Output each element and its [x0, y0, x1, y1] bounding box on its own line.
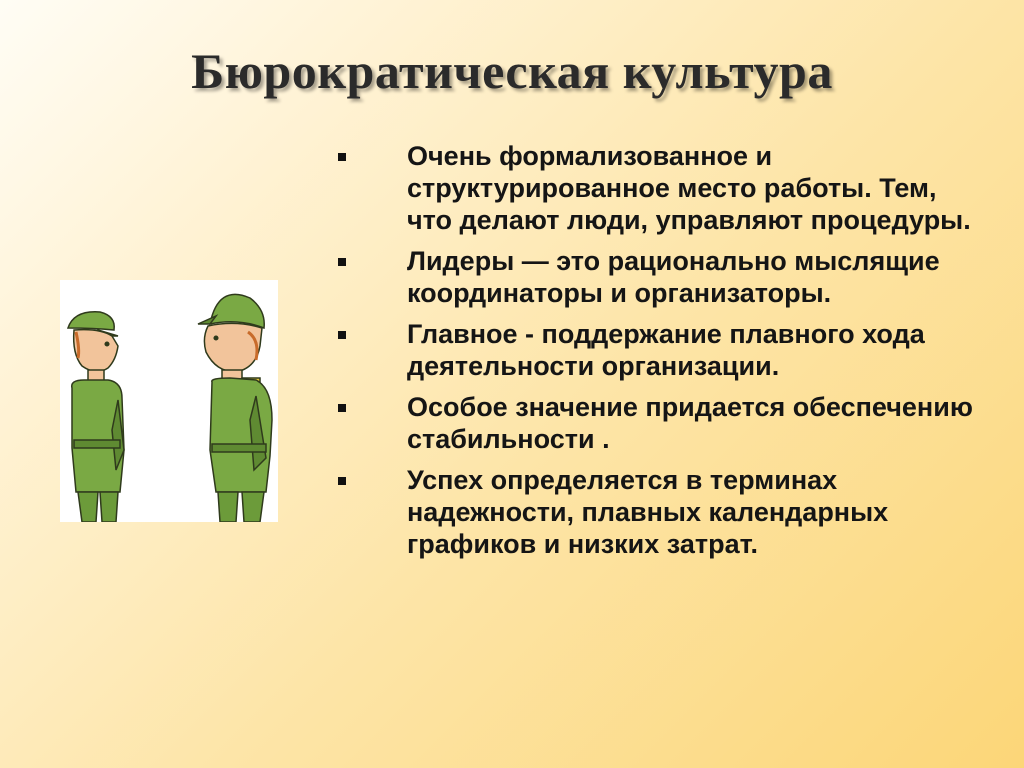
list-item — [338, 140, 978, 236]
bullet-text: Лидеры — это рационально мыслящие координаторы и организаторы. — [407, 246, 940, 308]
two-soldiers-illustration — [60, 280, 278, 522]
left-soldier — [68, 312, 124, 522]
bullet-text: Успех определяется в терминах надежности, плавных календарных графиков и низких затрат. — [407, 465, 889, 559]
bullet-list — [338, 140, 978, 569]
square-bullet-icon — [338, 153, 346, 161]
square-bullet-icon — [338, 477, 346, 485]
list-item — [338, 391, 978, 455]
list-item — [338, 245, 978, 309]
bullet-text: Очень формализованное и структурированное место работы. Тем, что делают люди, управляют процедуры. — [407, 141, 971, 235]
soldiers-drawing — [60, 280, 278, 522]
square-bullet-icon — [338, 258, 346, 266]
list-item — [338, 318, 978, 382]
slide-title: Бюрократическая культура — [191, 43, 833, 99]
bullet-text: Главное - поддержание плавного хода деятельности организации. — [407, 319, 925, 381]
square-bullet-icon — [338, 404, 346, 412]
right-soldier — [198, 294, 272, 522]
square-bullet-icon — [338, 331, 346, 339]
bullet-text: Особое значение придается обеспечению стабильности . — [407, 392, 973, 454]
list-item — [338, 464, 978, 560]
